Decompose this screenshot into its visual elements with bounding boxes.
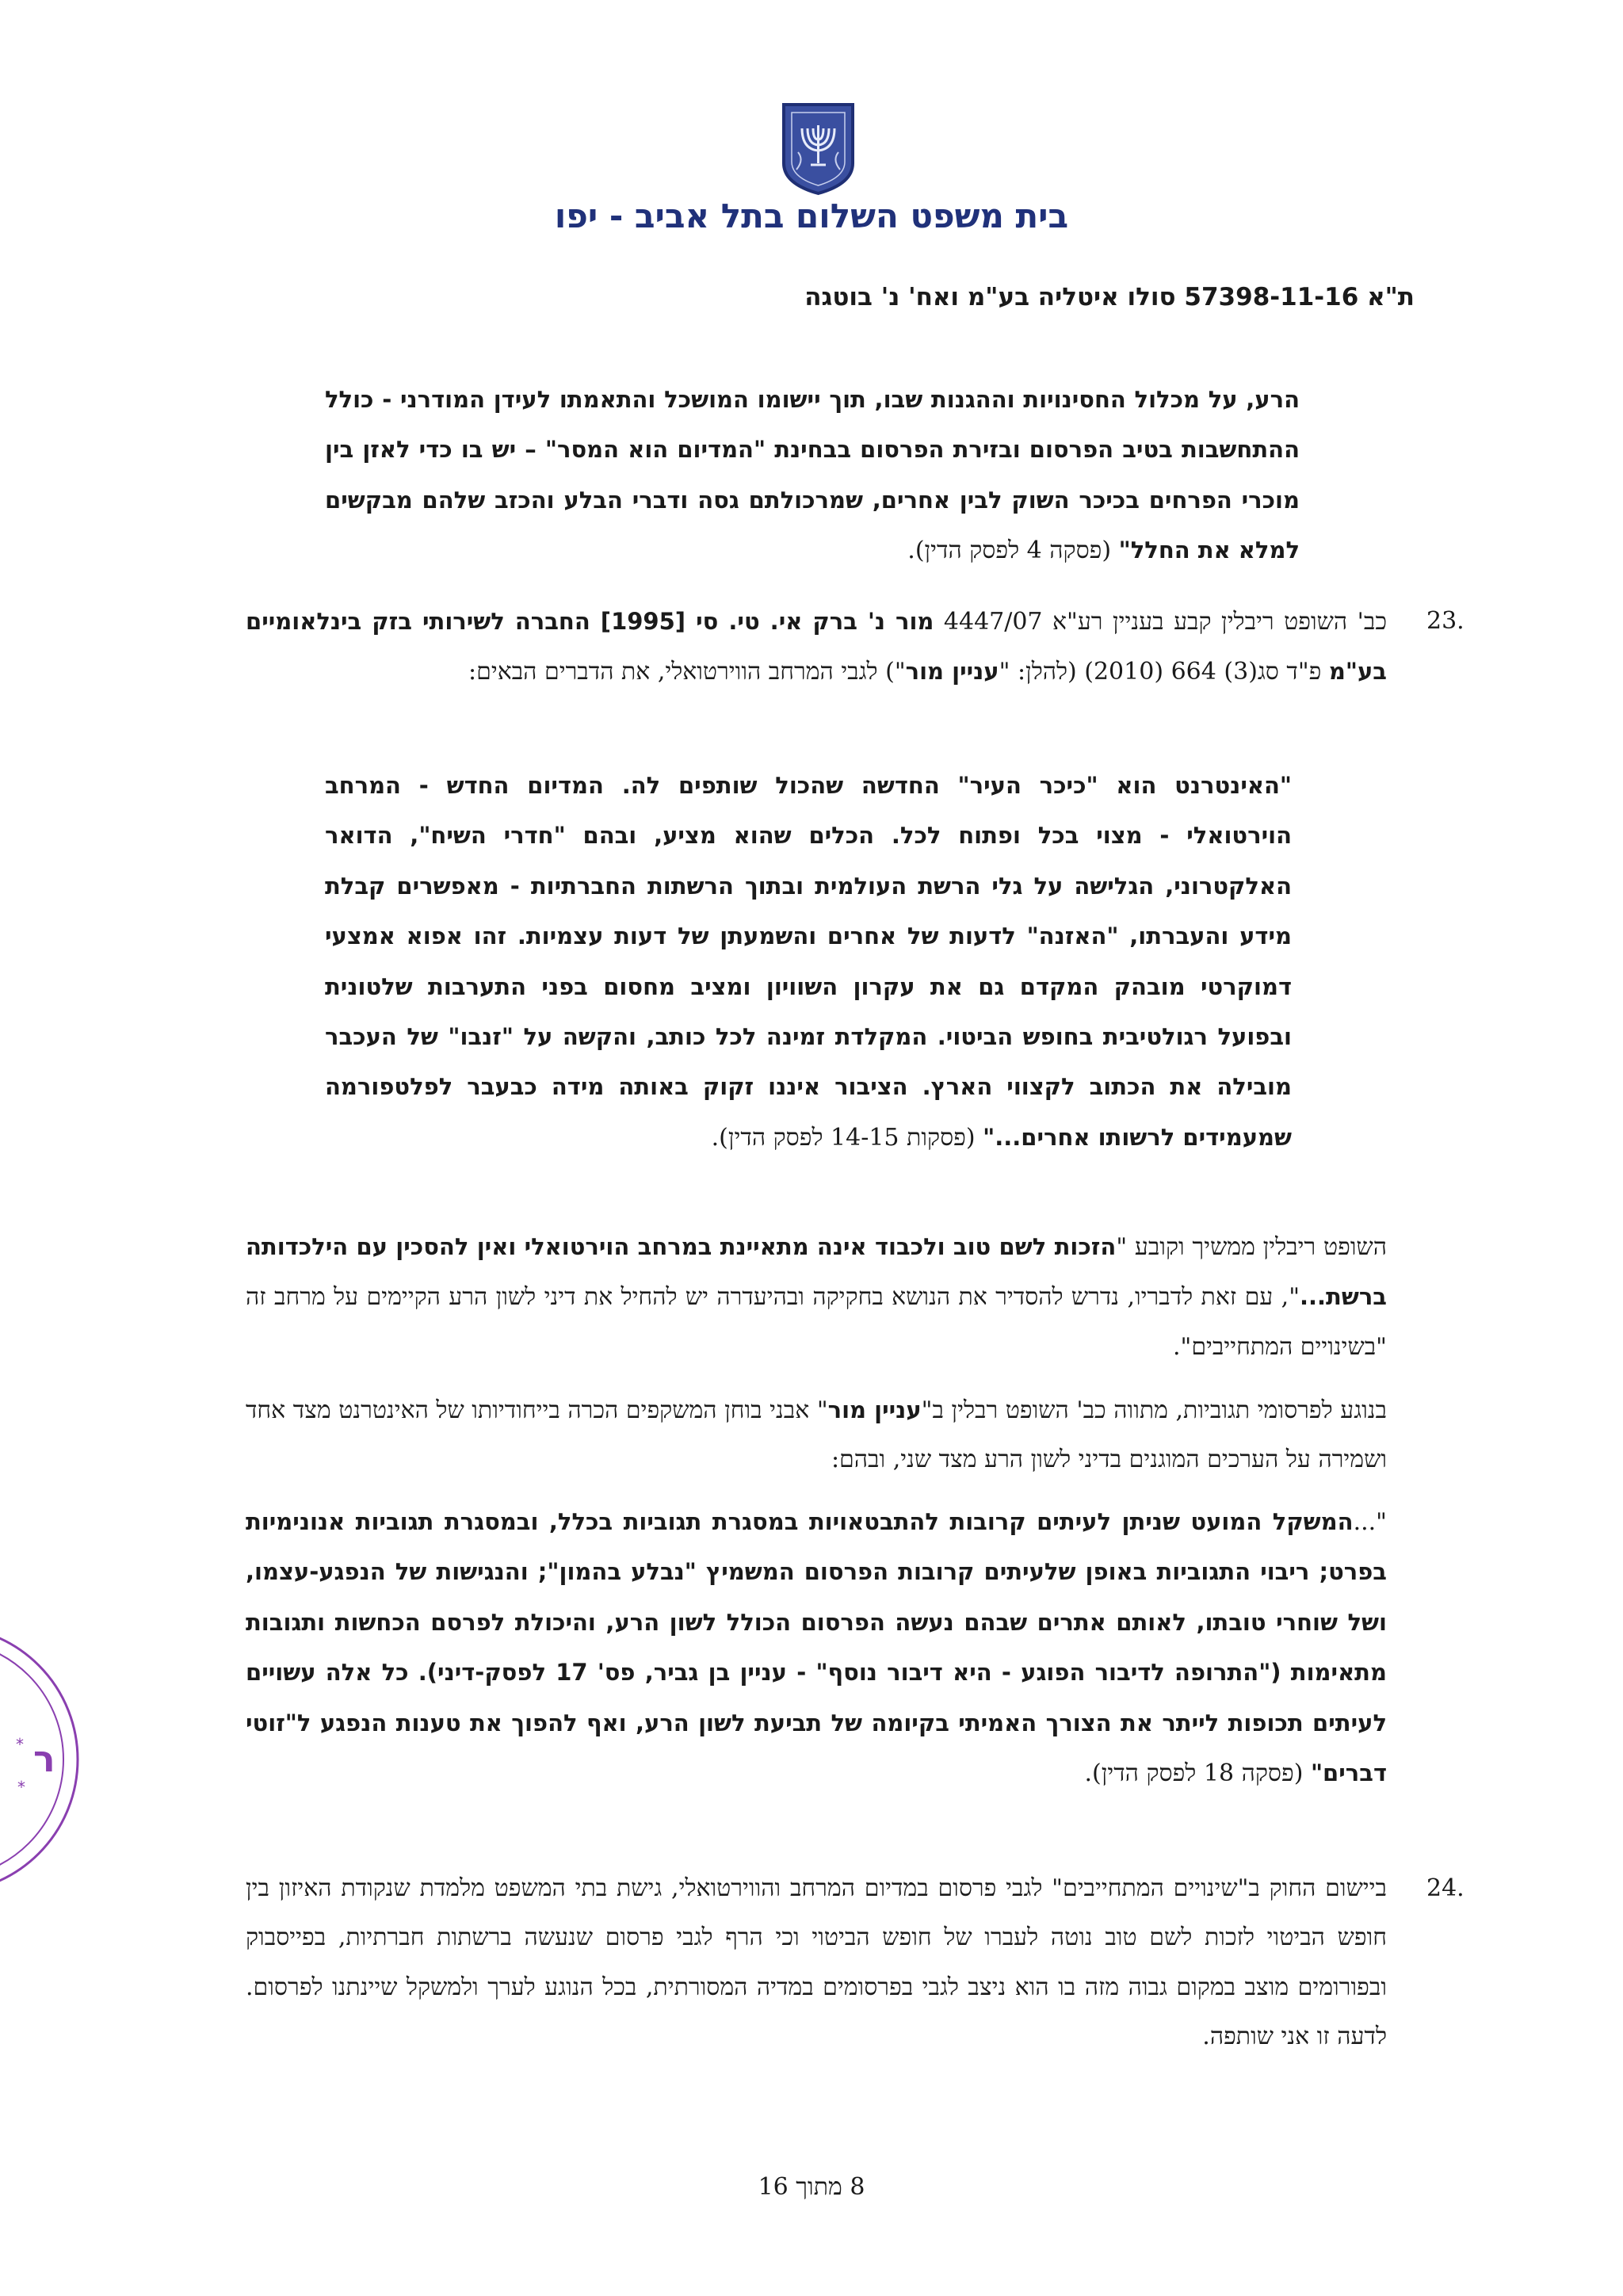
paragraph-number: 24. xyxy=(1426,1874,1465,1902)
svg-text:*: * xyxy=(17,1778,25,1797)
paragraph-rivlin-continues xyxy=(246,1222,1387,1372)
text-run: בנוגע לפרסומי תגוביות, מתווה כב' השופט רבלין ב" xyxy=(921,1396,1388,1424)
text-run: " אבני בוחן המשקפים הכרה בייחודיותו של האינטרנט מצד אחד ושמירה על הערכים המוגנים בדיני לשון הרע מצד שני, ובהם: xyxy=(246,1396,1387,1474)
text-run: ", עם זאת לדבריו, נדרש להסדיר את הנושא בחקיקה ובהיעדרה יש להחיל את דיני לשון הרע הקיימים על מרחב זה "בשינויים המתחייבים". xyxy=(246,1283,1387,1361)
stamp-letter: ר xyxy=(33,1737,55,1780)
text-run: ") לגבי המרחב הווירטואלי, את הדברים הבאים: xyxy=(468,658,906,686)
quote-bold-text: המשקל המועט שניתן לעיתים קרובות להתבטאויות במסגרת תגוביות בכלל, ובמסגרת תגוביות אנונימיות בפרט; ריבוי התגוביות באופן שלעיתים קרובות הפרסום המשמיץ "נבלע בהמון"; והנגישות של הנפגע-עצמו, ושל שוחרי טובתו, לאותם אתרים שבהם נעשה הפרסום הכולל לשון הרע, והיכולת לפרסם הכחשות ותגובות מתאימות ("התרופה לדיבור הפוגע - היא דיבור נוסף" - עניין בן גביר, פס' 17 לפסק-דיני). כל אלה עשויים לעיתים תכופות לייתר את הצורך האמיתי בקיומה של תביעת לשון הרע, ואף להפוך את טענות הנפגע ל"זוטי דברים" xyxy=(246,1508,1387,1787)
stamp-seal-icon xyxy=(0,1609,79,1910)
quote-talkbacks xyxy=(246,1497,1387,1798)
case-name-bold: מור נ' ברק אי. טי. סי [1995] החברה לשירותי בזק בינלאומיים בע"מ xyxy=(246,608,1387,686)
text-run: "... xyxy=(1353,1508,1387,1536)
quote-bold-text: הזכות לשם טוב ולכבוד אינה מתאיינת במרחב הוירטואלי ואין להסכין עם הילכדותה ברשת... xyxy=(246,1233,1387,1311)
short-name-bold: עניין מור xyxy=(827,1396,922,1423)
paragraph-24 xyxy=(246,1864,1387,2062)
paragraph-number: 23. xyxy=(1426,607,1465,635)
svg-text:*: * xyxy=(16,1735,24,1754)
case-title: ת"א 57398-11-16 סולו איטליה בע"מ ואח' נ' בוטגה xyxy=(804,283,1415,311)
page-number-footer: 8 מתוך 16 xyxy=(758,2173,865,2201)
text-run: פ"ד סג(3) 664 (2010) (להלן: " xyxy=(999,658,1329,686)
quote-continuation xyxy=(325,375,1300,576)
quote-citation: (פסקות 14-15 לפסק הדין). xyxy=(711,1123,983,1152)
text-run: ביישום החוק ב"שינויים המתחייבים" לגבי פרסום במדיום המרחב והווירטואלי, גישת בתי המשפט מלמדת שנקודת האיזון בין חופש הביטוי לזכות לשם טוב נוטה לעברו של חופש הביטוי וכי הרף לגבי פרסום שנעשה ברשתות חברתיות, בפייסבוק ובפורומים מוצב במקום גבוה מזה בו הוא ניצב לגבי בפרסומים במדיה המסורתית, בכל הנוגע לערך ולמשקל שיינתנו לפרסום. לדעה זו אני שותפה. xyxy=(246,1874,1387,2051)
menorah-emblem-icon xyxy=(781,101,856,197)
quote-bold-text: "האינטרנט הוא "כיכר העיר" החדשה שהכול שותפים לה. המדיום החדש - המרחב הוירטואלי - מצוי בכל ופתוח לכל. הכלים שהוא מציע, ובהם "חדרי השיח", הדואר האלקטרוני, הגלישה על גלי הרשת העולמית ובתוך הרשתות החברתיות - מאפשרים קבלת מידע והעברתו, "האזנה" לדעות של אחרים והשמעתן של דעות עצמיות. זהו אפוא אמצעי דמוקרטי מובהק המקדם גם את עקרון השוויון ומציב מחסום בפני התערבות שלטונית ובפועל רגולטיבית בחופש הביטוי. המקלדת זמינה לכל כותב, והקשה על "זנבו" של העכבר מובילה את הכתוב לקצווי הארץ. הציבור איננו זקוק באותה מידה כבעבר לפלטפורמה שמעמידים לרשותו אחרים..." xyxy=(325,772,1292,1151)
quote-citation: (פסקה 4 לפסק הדין). xyxy=(907,537,1119,565)
paragraph-23 xyxy=(246,597,1387,697)
quote-citation: (פסקה 18 לפסק הדין). xyxy=(1084,1759,1311,1788)
text-run: השופט ריבלין ממשיך וקובע " xyxy=(1116,1233,1387,1261)
paragraph-talkbacks xyxy=(246,1385,1387,1485)
quote-internet xyxy=(325,761,1292,1163)
text-run: כב' השופט ריבלין קבע בעניין רע"א 4447/07 xyxy=(934,608,1387,636)
quote-bold-text: הרע, על מכלול החסינויות וההגנות שבו, תוך יישומו המושכל והתאמתו לעידן המודרני - כולל ההתחשבות בטיב הפרסום ובזירת הפרסום בבחינת "המדיום הוא המסר" – יש בו כדי לאזן בין מוכרי הפרחים בכיכר השוק לבין אחרים, שמרכולתם גסה ודברי הבלע והכזב שלהם מבקשים למלא את החלל" xyxy=(325,386,1300,564)
short-name-bold: עניין מור xyxy=(905,658,999,686)
court-name: בית משפט השלום בתל אביב - יפו xyxy=(554,197,1069,235)
